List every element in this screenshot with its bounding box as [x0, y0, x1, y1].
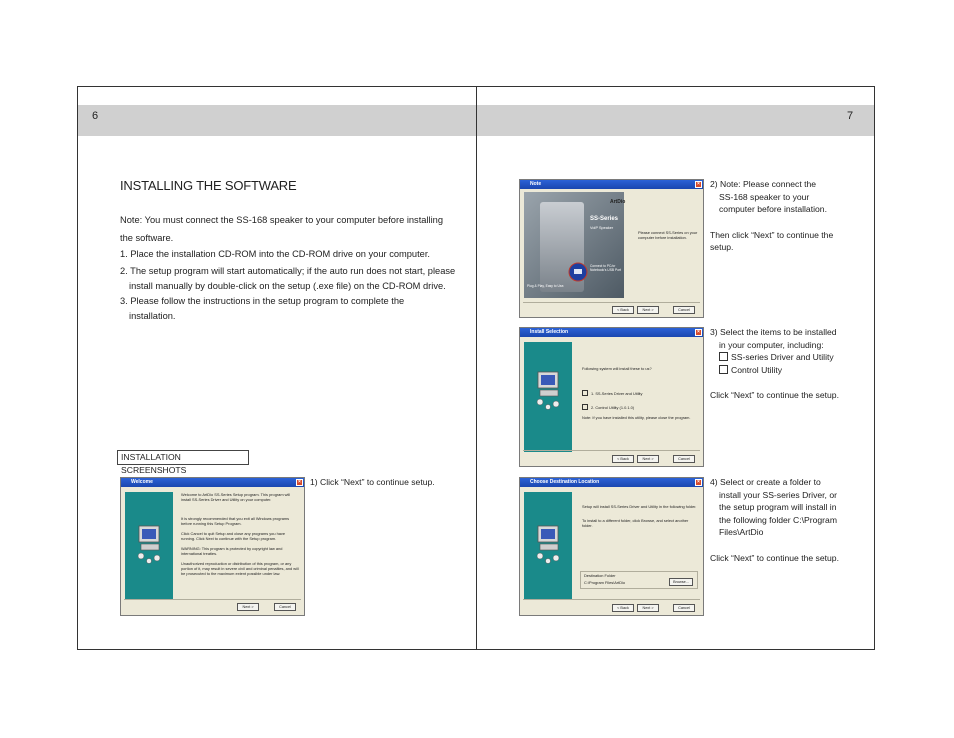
install-option-1[interactable]: [582, 390, 700, 396]
computer-icon: [137, 524, 163, 564]
note-message: Please connect SS-Series on your computer before installation.: [638, 230, 698, 240]
welcome-text-4: WARNING: This program is protected by copyright law and international treaties.: [181, 546, 283, 556]
folder-group-label: Destination Folder: [584, 573, 616, 578]
dialog-title: Choose Destination Location: [530, 479, 600, 485]
computer-icon: [536, 370, 562, 410]
setup-side-image: [125, 492, 173, 600]
plug-text: Plug & Play, Easy to Use.: [527, 284, 565, 288]
step-line: 2. The setup program will start automatically; if the auto run does not start, please: [120, 266, 456, 276]
dialog-separator: [523, 450, 700, 451]
dialog-titlebar: [520, 180, 703, 189]
note-paragraph: [120, 213, 443, 246]
caption-line: the setup program will install in: [719, 502, 837, 512]
welcome-text-5: Unauthorized reproduction or distribution of this program, or any portion of it, may result in severe civil and criminal penalties, and will be prosecuted to the maximum extent possible under law.: [181, 561, 299, 576]
option-label: 1. SS-Series Driver and Utility: [591, 391, 643, 396]
install-note: Note: If you have installed this utility, please close the program.: [582, 415, 691, 420]
step-line: install manually by double-click on the setup (.exe file) on the CD-ROM drive.: [129, 281, 446, 291]
welcome-text-3: Click Cancel to quit Setup and close any programs you have running. Click Next to continue with the Setup program.: [181, 531, 286, 541]
checkbox-icon[interactable]: [582, 404, 588, 410]
item-label: Control Utility: [731, 364, 783, 375]
dialog-titlebar: [121, 478, 304, 487]
computer-icon: [536, 524, 562, 564]
folder-path: C:\Program Files\ArtDio: [584, 580, 626, 585]
caption-line: Files\ArtDio: [719, 527, 764, 537]
close-icon: ×: [695, 329, 702, 336]
dest-text-2: To install to a different folder, click Browse, and select another folder.: [582, 518, 689, 528]
checkbox-icon[interactable]: [582, 390, 588, 396]
caption-line: Then click “Next” to continue the: [710, 229, 834, 240]
close-icon: ×: [296, 479, 303, 486]
step-line: installation.: [129, 311, 176, 321]
setup-side-image: [524, 342, 572, 452]
close-icon: ×: [695, 181, 702, 188]
screenshots-label: INSTALLATION SCREENSHOTS: [117, 450, 249, 465]
caption-item: [710, 351, 839, 364]
caption-line: setup.: [710, 242, 734, 252]
dialog-separator: [124, 599, 301, 600]
caption-2: [710, 178, 833, 254]
caption-line: computer before installation.: [719, 204, 827, 214]
connect-text: Connect to PC/or Notebook's USB Port: [590, 264, 622, 272]
caption-item: [710, 364, 839, 377]
cancel-button[interactable]: Cancel: [274, 603, 296, 611]
dest-text-1: Setup will install SS-Series Driver and Utility in the following folder.: [582, 504, 697, 509]
dialog-title: Welcome: [131, 479, 153, 485]
section-title: INSTALLING THE SOFTWARE: [120, 178, 297, 193]
back-button[interactable]: < Back: [612, 455, 634, 463]
note-line: the software.: [120, 233, 174, 243]
destination-dialog: [519, 477, 704, 616]
back-button[interactable]: < Back: [612, 306, 634, 314]
destination-folder-group: [580, 571, 698, 589]
caption-line: install your SS-series Driver, or: [719, 489, 837, 500]
welcome-dialog: [120, 477, 305, 616]
dialog-titlebar: [520, 328, 703, 337]
step-2: [120, 264, 455, 294]
product-image: [524, 192, 624, 298]
cancel-button[interactable]: Cancel: [673, 455, 695, 463]
caption-line: the following folder C:\Program: [719, 514, 837, 525]
install-intro: Following system will install these to us?: [582, 366, 652, 371]
note-line: Note: You must connect the SS-168 speaker to your computer before installing: [120, 215, 443, 225]
next-button[interactable]: Next >: [237, 603, 259, 611]
caption-line: 3) Select the items to be installed: [710, 327, 837, 337]
caption-line: Click “Next” to continue the setup.: [710, 552, 839, 563]
welcome-text-1: Welcome to ArtDio SS-Series Setup program. This program will install SS-Series Driver and Utility on your computer.: [181, 492, 291, 502]
setup-side-image: [524, 492, 572, 600]
caption-line: Click “Next” to continue the setup.: [710, 390, 839, 400]
caption-3: [710, 326, 839, 402]
brand-logo: ArtDio: [610, 199, 626, 205]
note-dialog: [519, 179, 704, 318]
page-divider: [476, 86, 477, 650]
checkbox-icon: [719, 352, 728, 361]
caption-line: SS-168 speaker to your: [719, 191, 810, 202]
close-icon: ×: [695, 479, 702, 486]
cancel-button[interactable]: Cancel: [673, 604, 695, 612]
page-number-left: 6: [92, 110, 99, 122]
dialog-title: Note: [530, 181, 542, 187]
usb-plug-icon: [568, 260, 592, 284]
cancel-button[interactable]: Cancel: [673, 306, 695, 314]
next-button[interactable]: Next >: [637, 306, 659, 314]
step-1: 1. Place the installation CD-ROM into the CD-ROM drive on your computer.: [120, 249, 431, 259]
checkbox-icon: [719, 365, 728, 374]
series-sub: VoIP Speaker: [590, 226, 614, 230]
dialog-separator: [523, 599, 700, 600]
header-band-left: [78, 105, 476, 136]
caption-line: 2) Note: Please connect the: [710, 179, 817, 189]
next-button[interactable]: Next >: [637, 604, 659, 612]
series-logo: SS-Series: [590, 216, 619, 222]
option-label: 2. Control Utility (1.0.1.0): [591, 405, 635, 410]
caption-line: in your computer, including:: [719, 339, 824, 350]
page-number-right: 7: [847, 110, 854, 122]
dialog-separator: [523, 302, 700, 303]
welcome-text-2: It is strongly recommended that you exit all Windows programs before running this Setup Program.: [181, 516, 290, 526]
caption-line: 4) Select or create a folder to: [710, 477, 821, 487]
back-button[interactable]: < Back: [612, 604, 634, 612]
install-option-2[interactable]: [582, 404, 700, 410]
step-line: 3. Please follow the instructions in the setup program to complete the: [120, 296, 405, 306]
dialog-titlebar: [520, 478, 703, 487]
next-button[interactable]: Next >: [637, 455, 659, 463]
caption-1: 1) Click “Next” to continue setup.: [310, 477, 435, 487]
dialog-title: Install Selection: [530, 329, 569, 335]
caption-4: [710, 476, 839, 564]
step-3: [120, 294, 404, 324]
header-band-right: [477, 105, 874, 136]
install-selection-dialog: [519, 327, 704, 467]
item-label: SS-series Driver and Utility: [731, 352, 834, 362]
browse-button[interactable]: Browse...: [669, 578, 693, 586]
